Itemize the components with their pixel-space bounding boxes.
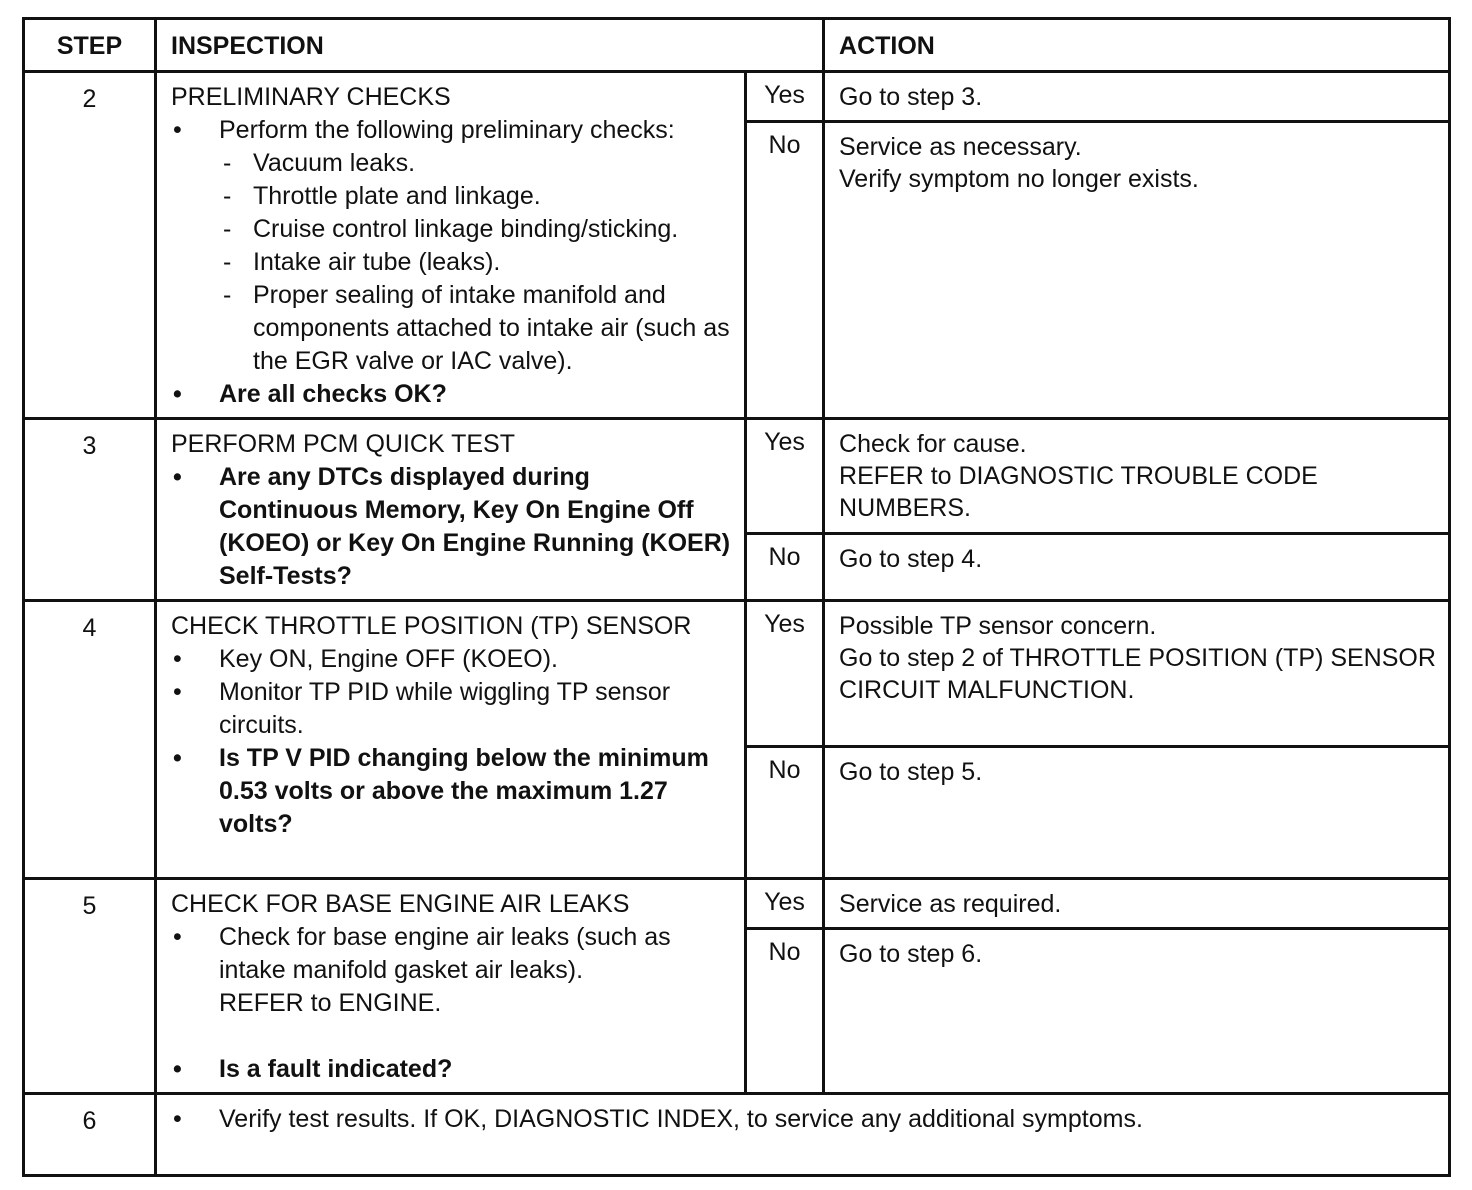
sub-item: - Throttle plate and linkage. <box>171 180 732 213</box>
yes-label: Yes <box>746 72 824 122</box>
action-line: Service as required. <box>839 890 1062 918</box>
no-action <box>824 534 1450 601</box>
step-header: STEP <box>24 19 156 72</box>
yes-action <box>824 419 1450 534</box>
no-label: No <box>746 747 824 879</box>
action-line: Go to step 2 of THROTTLE POSITION (TP) SENSOR CIRCUIT MALFUNCTION. <box>839 644 1436 704</box>
sub-item: - Cruise control linkage binding/sticking. <box>171 213 732 246</box>
no-action <box>824 929 1450 1094</box>
no-label: No <box>746 122 824 419</box>
action-line: Verify symptom no longer exists. <box>839 165 1199 194</box>
bullet-item: • Perform the following preliminary checks: <box>171 114 732 147</box>
step-2-inspection <box>156 72 746 419</box>
step-6-row <box>24 1094 1450 1176</box>
step-question: • Are all checks OK? <box>171 378 732 411</box>
action-line: Possible TP sensor concern. <box>839 612 1157 640</box>
step-3-inspection <box>156 419 746 601</box>
action-line: Go to step 4. <box>839 545 983 574</box>
bullet-item: • Verify test results. If OK, DIAGNOSTIC INDEX, to service any additional symptoms. <box>171 1103 1436 1136</box>
action-header: ACTION <box>824 19 1450 72</box>
yes-action <box>824 601 1450 747</box>
bullet-item: • Monitor TP PID while wiggling TP sensor circuits. <box>171 676 732 742</box>
spacer <box>171 1020 732 1053</box>
step-number: 5 <box>24 879 156 1094</box>
step-4-inspection <box>156 601 746 879</box>
no-action <box>824 747 1450 879</box>
inspection-header: INSPECTION <box>156 19 824 72</box>
action-line: Go to step 5. <box>839 758 983 786</box>
step-number: 6 <box>24 1094 156 1176</box>
no-label: No <box>746 534 824 601</box>
no-label: No <box>746 929 824 1094</box>
step-5-yes-row <box>24 879 1450 929</box>
step-5-inspection <box>156 879 746 1094</box>
step-3-yes-row <box>24 419 1450 534</box>
yes-action <box>824 879 1450 929</box>
step-title: CHECK FOR BASE ENGINE AIR LEAKS <box>171 890 630 918</box>
step-2-yes-row <box>24 72 1450 122</box>
sub-item: - Proper sealing of intake manifold and components attached to intake air (such as the EGR valve or IAC valve). <box>171 279 732 378</box>
diagnostic-table <box>22 17 1451 1177</box>
yes-label: Yes <box>746 879 824 929</box>
step-number: 3 <box>24 419 156 601</box>
sub-item: - Intake air tube (leaks). <box>171 246 732 279</box>
step-title: PERFORM PCM QUICK TEST <box>171 430 516 458</box>
action-line: Go to step 3. <box>839 83 983 111</box>
bullet-item: • Check for base engine air leaks (such as intake manifold gasket air leaks). <box>171 921 732 987</box>
yes-label: Yes <box>746 419 824 534</box>
reference-line: REFER to ENGINE. <box>219 989 442 1017</box>
step-question: • Is a fault indicated? <box>171 1053 732 1086</box>
action-line: REFER to DIAGNOSTIC TROUBLE CODE NUMBERS. <box>839 462 1318 522</box>
yes-action <box>824 72 1450 122</box>
step-4-yes-row <box>24 601 1450 747</box>
yes-label: Yes <box>746 601 824 747</box>
step-title: CHECK THROTTLE POSITION (TP) SENSOR <box>171 612 692 640</box>
step-question: • Is TP V PID changing below the minimum 0.53 volts or above the maximum 1.27 volts? <box>171 742 732 841</box>
header-row <box>24 19 1450 72</box>
step-6-inspection <box>156 1094 1450 1176</box>
action-line: Service as necessary. <box>839 133 1082 162</box>
no-action <box>824 122 1450 419</box>
action-line: Check for cause. <box>839 430 1027 458</box>
bullet-item: • Key ON, Engine OFF (KOEO). <box>171 643 732 676</box>
sub-item: - Vacuum leaks. <box>171 147 732 180</box>
action-line: Go to step 6. <box>839 940 983 969</box>
step-number: 4 <box>24 601 156 879</box>
step-number: 2 <box>24 72 156 419</box>
step-title: PRELIMINARY CHECKS <box>171 83 451 111</box>
step-question: • Are any DTCs displayed during Continuous Memory, Key On Engine Off (KOEO) or Key On Engine Running (KOER) Self-Tests? <box>171 461 732 593</box>
